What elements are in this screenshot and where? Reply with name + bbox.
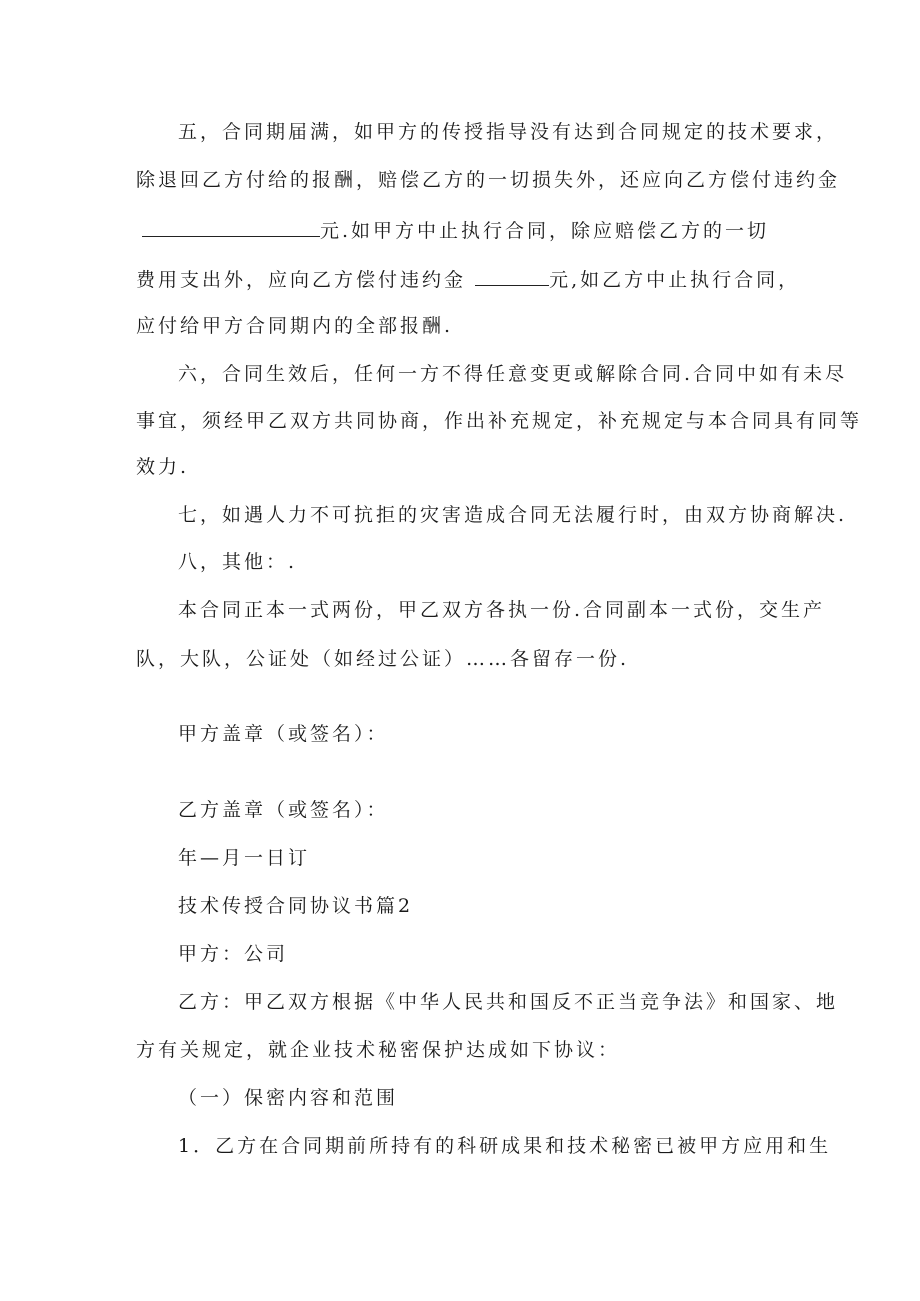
clause-5-line-1: 五，合同期届满，如甲方的传授指导没有达到合同规定的技术要求， <box>178 121 839 143</box>
clause-5-line-3 <box>142 216 769 244</box>
clause-7: 七，如遇人力不可抗拒的灾害造成合同无法履行时，由双方协商解决. <box>178 504 848 526</box>
clause-5-line-2: 除退回乙方付给的报酬，赔偿乙方的一切损失外，还应向乙方偿付违约金 <box>136 169 841 191</box>
party-b-line-1: 乙方：甲乙双方根据《中华人民共和国反不正当竞争法》和国家、地 <box>178 991 839 1013</box>
clause-5-line-4-text: 费用支出外，应向乙方偿付违约金 <box>136 269 467 291</box>
section-title: 技术传授合同协议书篇2 <box>178 895 414 917</box>
party-a-name: 甲方：公司 <box>178 943 289 965</box>
item-1: 1．乙方在合同期前所持有的科研成果和技术秘密已被甲方应用和生 <box>178 1135 832 1157</box>
signing-date: 年—月一日订 <box>178 847 311 869</box>
clause-8: 八，其他：. <box>178 551 298 573</box>
subsection-heading: （一）保密内容和范围 <box>178 1087 399 1109</box>
clause-6-line-1: 六，合同生效后，任何一方不得任意变更或解除合同.合同中如有未尽 <box>178 363 848 385</box>
clause-5-line-3-text: 元.如甲方中止执行合同，除应赔偿乙方的一切 <box>320 220 770 242</box>
clause-6-line-3: 效力. <box>136 456 190 478</box>
party-b-seal: 乙方盖章（或签名）： <box>178 799 389 821</box>
clause-5-line-5: 应付给甲方合同期内的全部报酬. <box>136 315 454 337</box>
clause-6-line-2: 事宜，须经甲乙双方共同协商，作出补充规定，补充规定与本合同具有同等 <box>136 410 863 432</box>
copies-line-1: 本合同正本一式两份，甲乙双方各执一份.合同副本一式份，交生产 <box>178 599 826 621</box>
penalty-amount-blank-2 <box>475 265 549 286</box>
penalty-amount-blank <box>142 216 320 237</box>
party-a-seal: 甲方盖章（或签名）： <box>178 723 389 745</box>
clause-5-line-4 <box>136 265 800 293</box>
party-b-line-2: 方有关规定，就企业技术秘密保护达成如下协议： <box>136 1039 621 1061</box>
copies-line-2: 队，大队，公证处（如经过公证）……各留存一份. <box>136 648 630 670</box>
clause-5-line-4-text-after: 元,如乙方中止执行合同， <box>549 269 801 291</box>
